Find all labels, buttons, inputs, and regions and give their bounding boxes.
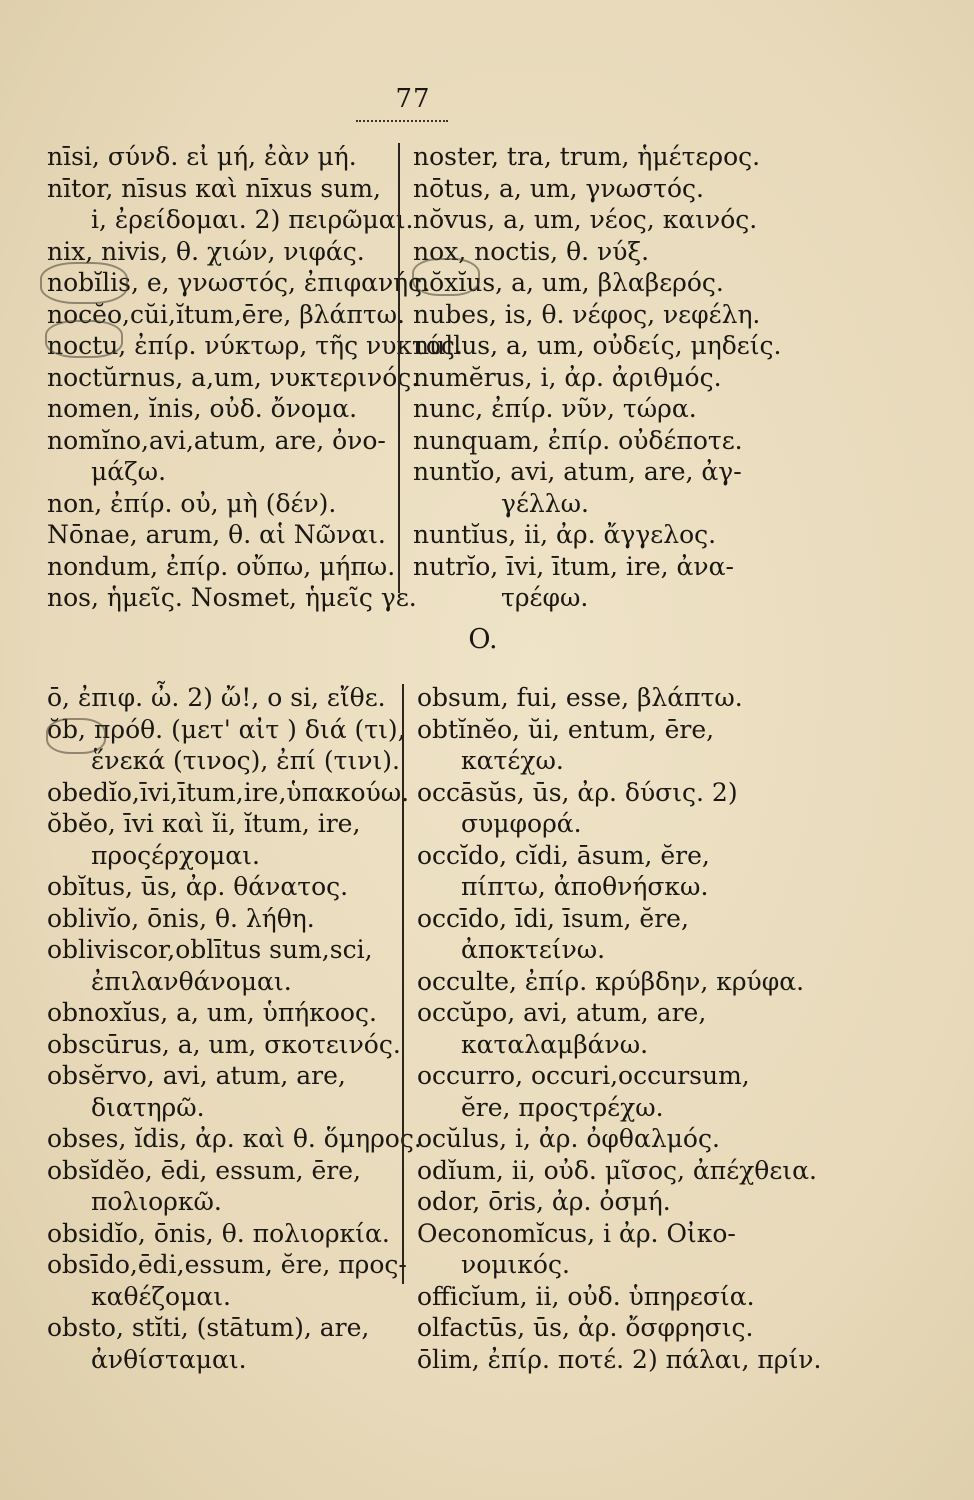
entry-line: obtĭnĕo, ŭi, entum, ēre, (417, 714, 715, 744)
entry-continuation: καταλαμβάνω. (461, 1029, 649, 1059)
pencil-circle-mark (45, 320, 123, 358)
entry-line: occāsŭs, ūs, ἀρ. δύσις. 2) (417, 777, 738, 807)
entry-line: occŭpo, avi, atum, are, (417, 998, 707, 1027)
entry-line: obĭtus, ūs, ἀρ. θάνατος. (47, 872, 349, 901)
entry-line: nŏvus, a, um, νέος, καινός. (413, 205, 758, 234)
column-divider-top (398, 143, 400, 593)
entry-line: nutrĭo, īvi, ītum, ire, ἀνα- (413, 551, 734, 581)
entry-line: officĭum, ii, οὐδ. ὑπηρεσία. (417, 1281, 755, 1311)
entry-line: nīsi, σύνδ. εἰ μή, ἐὰν μή. (47, 142, 357, 171)
entry-line: nondum, ἐπίρ. οὔπω, μήπω. (47, 551, 396, 581)
entry-line: obses, ĭdis, ἀρ. καὶ θ. ὅμηρος. (47, 1124, 422, 1153)
entry-line: obsĭdĕo, ēdi, essum, ēre, (47, 1155, 361, 1185)
column-divider-bottom (402, 684, 404, 1284)
entry-continuation: συμφορά. (461, 809, 582, 838)
entry-line: nuntĭus, ii, ἀρ. ἄγγελος. (413, 520, 717, 549)
entry-line: numĕrus, i, ἀρ. ἀριθμός. (413, 362, 722, 392)
entry-line: noctu, ἐπίρ. νύκτωρ, τῆς νυκτός. (47, 331, 463, 360)
entry-line: obnoxĭus, a, um, ὑπήκοος. (47, 998, 377, 1027)
entry-continuation: γέλλω. (501, 488, 589, 518)
entry-line: oblivĭo, ōnis, θ. λήθη. (47, 903, 315, 933)
entry-line: nobĭlis, e, γνωστός, ἐπιφανής. (47, 268, 431, 297)
entry-line: nŏxĭus, a, um, βλαβερός. (413, 268, 724, 297)
entry-continuation: προςέρχομαι. (91, 840, 260, 870)
entry-line: nunquam, ἐπίρ. οὐδέποτε. (413, 425, 743, 455)
entry-line: nītor, nīsus καὶ nīxus sum, (47, 173, 382, 203)
entry-line: nomĭno,avi,atum, are, ὀνο- (47, 425, 386, 455)
entry-line: non, ἐπίρ. οὐ, μὴ (δέν). (47, 488, 337, 518)
entry-line: nullus, a, um, οὐδείς, μηδείς. (413, 331, 782, 360)
right-column-bottom (417, 682, 821, 1375)
entry-line: nomen, ĭnis, οὐδ. ὄνομα. (47, 394, 358, 423)
entry-continuation: τρέφω. (501, 583, 589, 612)
entry-continuation: νομικός. (461, 1250, 570, 1279)
entry-line: ŏb, πρόθ. (μετ' αἰτ ) διά (τι), (47, 714, 406, 744)
left-column-bottom (47, 682, 422, 1375)
entry-line: nubes, is, θ. νέφος, νεφέλη. (413, 299, 761, 329)
entry-continuation: i, ἐρείδομαι. 2) πειρῶμαι. (91, 205, 414, 234)
entry-continuation: ἕνεκά (τινος), ἐπί (τινι). (91, 746, 400, 775)
entry-line: obscūrus, a, um, σκοτεινός. (47, 1029, 401, 1059)
entry-line: occīdo, īdi, īsum, ĕre, (417, 903, 689, 933)
entry-line: obedĭo,īvi,ītum,ire,ὑπακούω. (47, 777, 410, 807)
right-column-top (413, 141, 781, 614)
entry-continuation: πολιορκῶ. (91, 1187, 222, 1216)
entry-line: odor, ōris, ἀρ. ὀσμή. (417, 1187, 671, 1216)
entry-continuation: καθέζομαι. (91, 1281, 231, 1311)
entry-continuation: πίπτω, ἀποθνήσκω. (461, 872, 709, 901)
entry-line: obsĕrvo, avi, atum, are, (47, 1061, 346, 1090)
entry-line: nuntĭo, avi, atum, are, ἀγ- (413, 457, 742, 486)
entry-continuation: διατηρῶ. (91, 1092, 205, 1122)
entry-continuation: ĕre, προςτρέχω. (461, 1092, 664, 1122)
entry-line: ŏbĕo, īvi καὶ ĭi, ĭtum, ire, (47, 809, 361, 838)
section-heading: O. (468, 624, 498, 655)
pencil-circle-mark (412, 258, 480, 296)
entry-line: obliviscor,oblītus sum,sci, (47, 935, 373, 964)
entry-continuation: κατέχω. (461, 746, 564, 775)
entry-line: olfactūs, ūs, ἀρ. ὄσφρησις. (417, 1313, 754, 1342)
entry-line: noster, tra, trum, ἡμέτερος. (413, 142, 761, 171)
entry-line: nocĕo,cŭi,ĭtum,ēre, βλάπτω. (47, 299, 405, 329)
entry-line: obsīdo,ēdi,essum, ĕre, προς- (47, 1250, 407, 1279)
entry-line: nox, noctis, θ. νύξ. (413, 236, 650, 266)
entry-line: occurro, occuri,occursum, (417, 1061, 750, 1090)
entry-line: odĭum, ii, οὐδ. μῖσος, ἀπέχθεια. (417, 1155, 817, 1185)
entry-line: nos, ἡμεῖς. Nosmet, ἡμεῖς γε. (47, 583, 417, 612)
entry-line: occulte, ἐπίρ. κρύβδην, κρύφα. (417, 966, 805, 996)
entry-line: ō, ἐπιφ. ὦ. 2) ὤ!, o si, εἴθε. (47, 683, 386, 712)
pencil-circle-mark (46, 718, 106, 754)
entry-continuation: μάζω. (91, 457, 167, 486)
entry-line: noctŭrnus, a,um, νυκτερινός. (47, 362, 420, 392)
page-number: 77 (395, 84, 431, 114)
entry-line: occĭdo, cĭdi, āsum, ĕre, (417, 840, 710, 870)
entry-line: Oeconomĭcus, i ἀρ. Οἰκο- (417, 1218, 736, 1248)
entry-continuation: ἐπιλανθάνομαι. (91, 966, 292, 996)
entry-line: nōtus, a, um, γνωστός. (413, 173, 704, 203)
entry-line: ocŭlus, i, ἀρ. ὀφθαλμός. (417, 1124, 720, 1153)
entry-line: obsum, fui, esse, βλάπτω. (417, 683, 743, 712)
entry-line: nix, nivis, θ. χιών, νιφάς. (47, 236, 365, 266)
entry-continuation: ἀνθίσταμαι. (91, 1344, 247, 1374)
left-column-top (47, 141, 463, 614)
pencil-circle-mark (40, 262, 128, 304)
entry-line: obsto, stĭti, (stātum), are, (47, 1313, 370, 1342)
page-number-underline (356, 120, 448, 122)
entry-line: obsidĭo, ōnis, θ. πολιορκία. (47, 1218, 390, 1248)
entry-line: Nōnae, arum, θ. αἱ Νῶναι. (47, 520, 386, 549)
entry-line: ōlim, ἐπίρ. ποτέ. 2) πάλαι, πρίν. (417, 1344, 822, 1374)
entry-continuation: ἀποκτείνω. (461, 935, 606, 964)
entry-line: nunc, ἐπίρ. νῦν, τώρα. (413, 394, 697, 423)
